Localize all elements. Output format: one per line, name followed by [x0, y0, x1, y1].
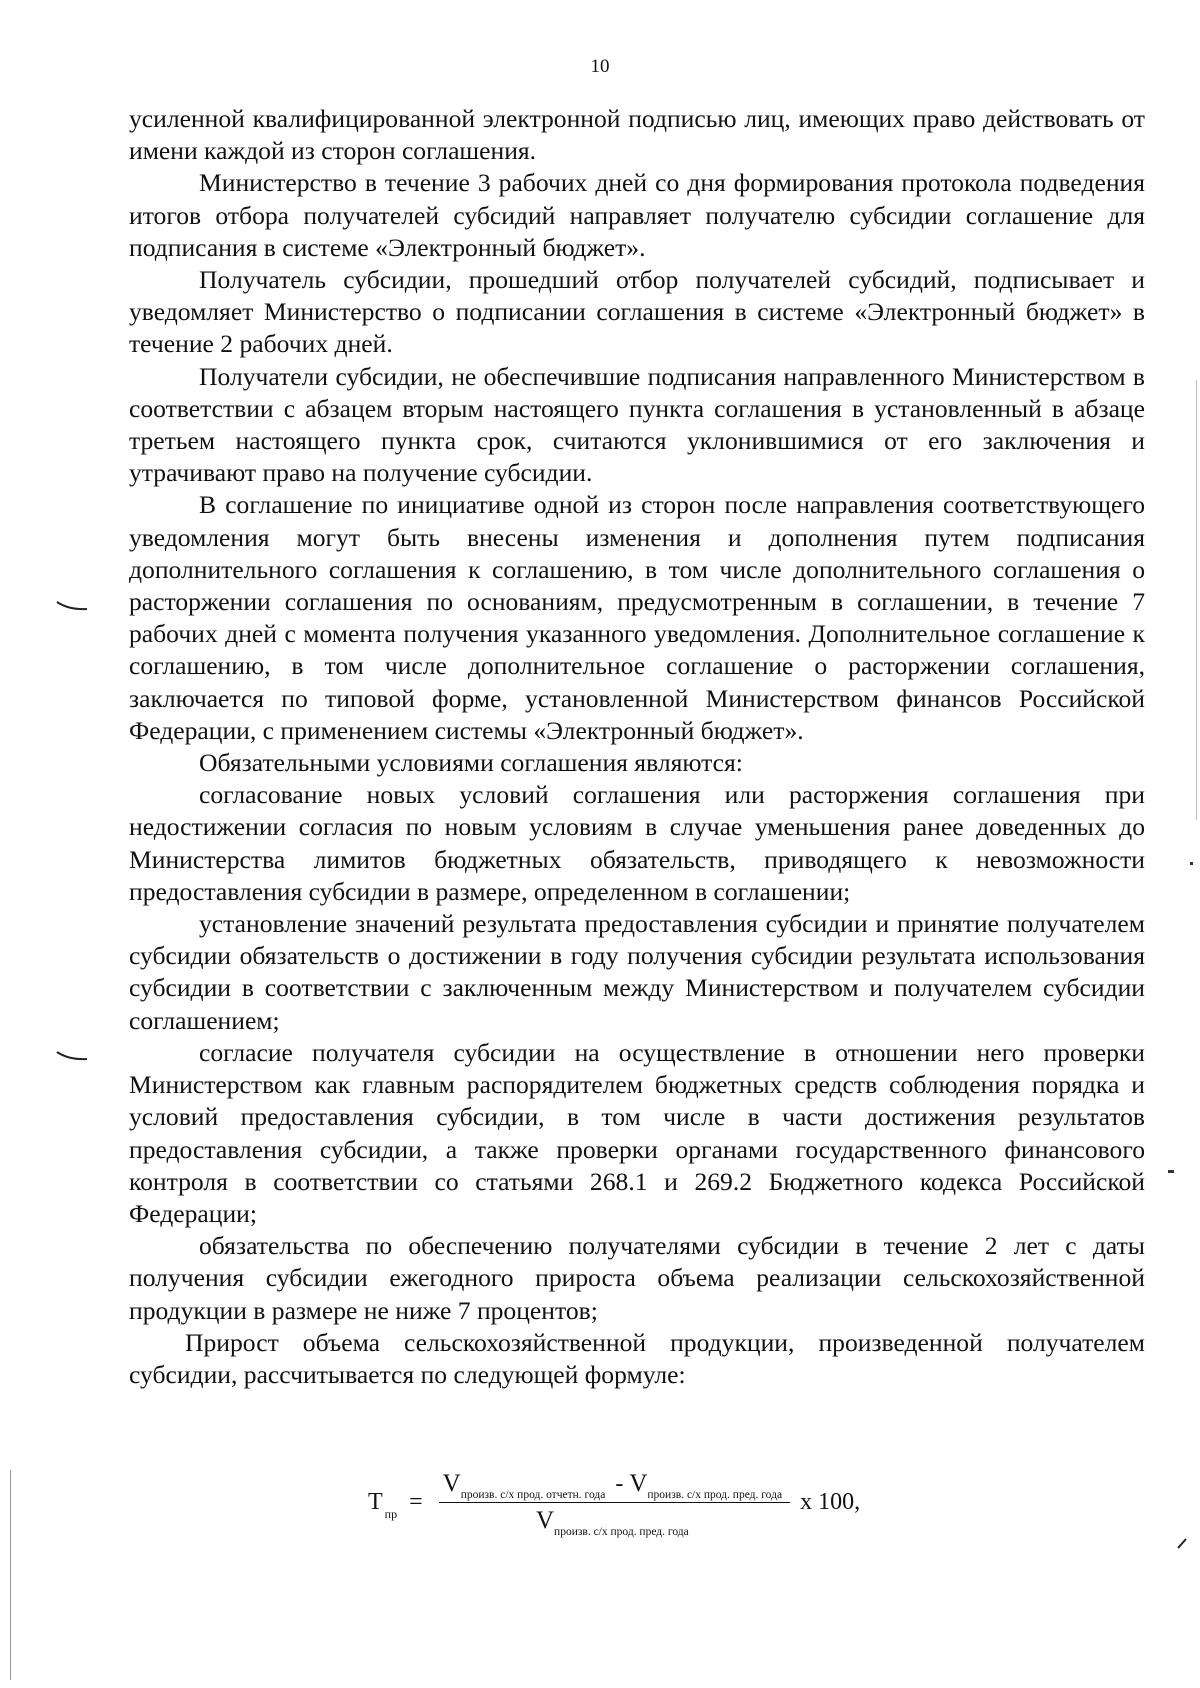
- paragraph: В соглашение по инициативе одной из сторон после направления соответствующего уведомления могут быть внесены изменения и дополнения путем подписания дополнительного соглашения к соглашению, в том числе дополнительного соглашения о расторжении соглашения по основаниям, предусмотренным в соглашении, в течение 7 рабочих дней с момента получения указанного уведомления. Дополнительное соглашение к соглашению, в том числе дополнительное соглашение о расторжении соглашения, заключается по типовой форме, установленной Министерством финансов Российской Федерации, с применением системы «Электронный бюджет».: [129, 490, 1145, 745]
- formula-multiplier: x 100: [800, 1489, 855, 1515]
- formula-denominator-subscript: произв. с/х прод. пред. года: [554, 1526, 689, 1538]
- scan-edge-line-bottom-left: [10, 1470, 11, 1680]
- page-number: 10: [590, 56, 610, 77]
- paragraph: установление значений результата предоставления субсидии и принятие получателем субсидии обязательств о достижении в году получения субсидии результата использования субсидии в соответствии с заключенным между Министерством и получателем субсидии соглашением;: [129, 909, 1145, 1035]
- paragraph: усиленной квалифицированной электронной подписью лиц, имеющих право действовать от имени каждой из сторон соглашения.: [129, 104, 1145, 166]
- scan-mark-bottom-right: [1176, 1536, 1190, 1550]
- formula-minus: -: [615, 1471, 624, 1497]
- formula-denominator: [535, 1503, 693, 1538]
- paragraph: Прирост объема сельскохозяйственной продукции, произведенной получателем субсидии, рассчитывается по следующей формуле:: [129, 1327, 1145, 1389]
- scan-mark-right-dot: [1190, 862, 1193, 865]
- document-body: [129, 103, 1145, 1391]
- formula-lhs: [368, 1489, 398, 1521]
- formula-v: V: [535, 1507, 555, 1534]
- formula-numerator-subscript-1: произв. с/х прод. отчетн. года: [460, 1489, 606, 1501]
- paragraph: обязательства по обеспечению получателями субсидии в течение 2 лет с даты получения субсидии ежегодного прироста объема реализации сельскохозяйственной продукции в размере не ниже 7 процентов;: [129, 1231, 1145, 1325]
- formula-v: V: [442, 1470, 461, 1497]
- growth-formula: [368, 1470, 861, 1538]
- paragraph: Получатель субсидии, прошедший отбор получателей субсидий, подписывает и уведомляет Министерство о подписании соглашения в системе «Электронный бюджет» в течение 2 рабочих дней.: [129, 265, 1145, 359]
- formula-lhs-subscript: пр: [384, 1507, 398, 1521]
- formula-v: V: [629, 1470, 648, 1497]
- formula-numerator-subscript-2: произв. с/х прод. пред. года: [647, 1489, 783, 1501]
- scan-mark-left-2: [55, 1050, 89, 1062]
- scan-mark-left-1: [55, 600, 89, 612]
- formula-fraction: [439, 1470, 790, 1538]
- scan-edge-line: [1196, 380, 1197, 820]
- formula-trailing-comma: ,: [854, 1489, 861, 1515]
- formula-numerator: [439, 1470, 790, 1502]
- paragraph: согласие получателя субсидии на осуществление в отношении него проверки Министерством как главным распорядителем бюджетных средств соблюдения порядка и условий предоставления субсидии, в том числе в части достижения результатов предоставления субсидии, а также проверки органами государственного финансового контроля в соответствии со статьями 268.1 и 269.2 Бюджетного кодекса Российской Федерации;: [129, 1037, 1145, 1228]
- formula-equals: =: [409, 1489, 423, 1515]
- paragraph: Министерство в течение 3 рабочих дней со дня формирования протокола подведения итогов отбора получателей субсидий направляет получателю субсидии соглашение для подписания в системе «Электронный бюджет».: [129, 168, 1145, 262]
- formula-lhs-symbol: T: [368, 1489, 383, 1515]
- paragraph: Получатели субсидии, не обеспечившие подписания направленного Министерством в соответствии с абзацем вторым настоящего пункта соглашения в установленный в абзаце третьем настоящего пункта срок, считаются уклонившимися от его заключения и утрачивают право на получение субсидии.: [129, 361, 1145, 488]
- scan-mark-right: [1168, 1170, 1174, 1173]
- paragraph: согласование новых условий соглашения или расторжения соглашения при недостижении согласия по новым условиям в случае уменьшения ранее доведенных до Министерства лимитов бюджетных обязательств, приводящего к невозможности предоставления субсидии в размере, определенном в соглашении;: [129, 780, 1145, 906]
- paragraph: Обязательными условиями соглашения являются:: [199, 748, 743, 778]
